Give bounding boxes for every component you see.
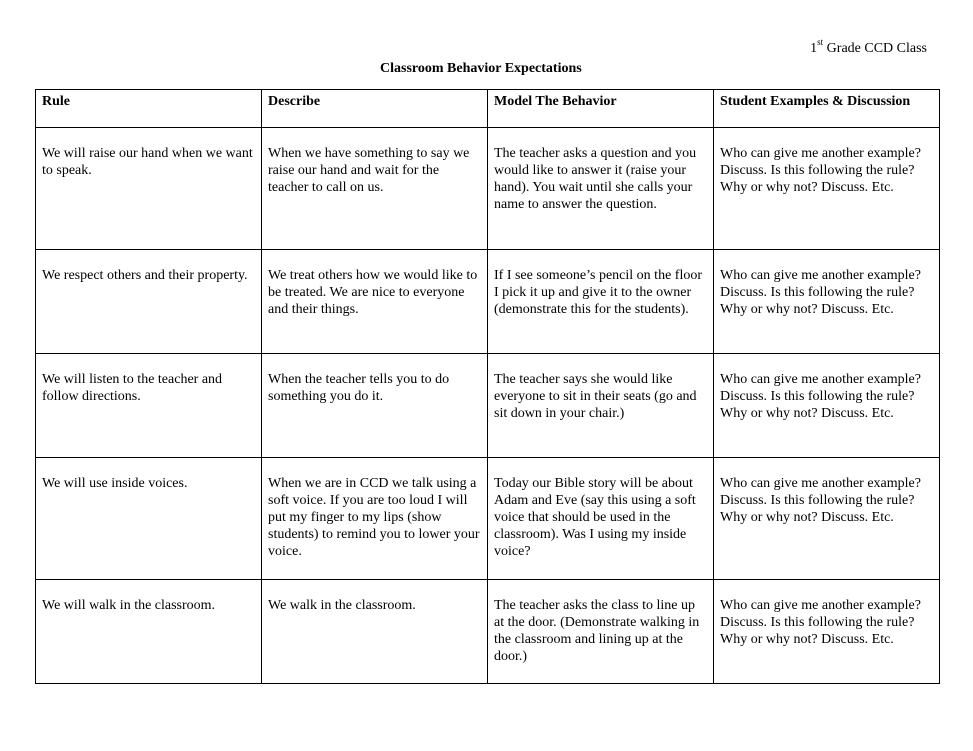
student-examples-cell: Who can give me another example? Discuss. Is this following the rule? Why or why not? Discuss. Etc. <box>714 354 940 458</box>
column-header-rule: Rule <box>36 90 262 128</box>
model-behavior-cell: The teacher asks a question and you would like to answer it (raise your hand). You wait until she calls your name to answer the question. <box>488 128 714 250</box>
rule-cell: We will walk in the classroom. <box>36 580 262 684</box>
student-examples-cell: Who can give me another example? Discuss. Is this following the rule? Why or why not? Discuss. Etc. <box>714 250 940 354</box>
describe-cell: We walk in the classroom. <box>262 580 488 684</box>
rule-cell: We will listen to the teacher and follow directions. <box>36 354 262 458</box>
student-examples-cell: Who can give me another example? Discuss. Is this following the rule? Why or why not? Discuss. Etc. <box>714 128 940 250</box>
header-row <box>36 90 940 128</box>
table-body <box>36 128 940 684</box>
table-row <box>36 354 940 458</box>
model-behavior-cell: The teacher asks the class to line up at the door. (Demonstrate walking in the classroom and lining up at the door.) <box>488 580 714 684</box>
column-header-student-examples: Student Examples & Discussion <box>714 90 940 128</box>
class-grade-suffix: st <box>817 37 824 48</box>
rule-cell: We respect others and their property. <box>36 250 262 354</box>
student-examples-cell: Who can give me another example? Discuss. Is this following the rule? Why or why not? Discuss. Etc. <box>714 458 940 580</box>
table-row <box>36 250 940 354</box>
class-grade-number: 1 <box>810 41 818 56</box>
rule-cell: We will use inside voices. <box>36 458 262 580</box>
describe-cell: When we are in CCD we talk using a soft voice. If you are too loud I will put my finger to my lips (show students) to remind you to lower your voice. <box>262 458 488 580</box>
table-row <box>36 458 940 580</box>
table-header <box>36 90 940 128</box>
table-row <box>36 128 940 250</box>
rule-cell: We will raise our hand when we want to speak. <box>36 128 262 250</box>
behavior-expectations-table <box>35 89 940 684</box>
model-behavior-cell: The teacher says she would like everyone to sit in their seats (go and sit down in your chair.) <box>488 354 714 458</box>
table-row <box>36 580 940 684</box>
model-behavior-cell: If I see someone’s pencil on the floor I pick it up and give it to the owner (demonstrate this for the students). <box>488 250 714 354</box>
page-title: Classroom Behavior Expectations <box>380 61 582 76</box>
class-label <box>810 37 927 58</box>
describe-cell: When the teacher tells you to do something you do it. <box>262 354 488 458</box>
class-name: Grade CCD Class <box>823 41 927 56</box>
describe-cell: When we have something to say we raise our hand and wait for the teacher to call on us. <box>262 128 488 250</box>
column-header-model-behavior: Model The Behavior <box>488 90 714 128</box>
describe-cell: We treat others how we would like to be treated. We are nice to everyone and their things. <box>262 250 488 354</box>
student-examples-cell: Who can give me another example? Discuss. Is this following the rule? Why or why not? Discuss. Etc. <box>714 580 940 684</box>
model-behavior-cell: Today our Bible story will be about Adam and Eve (say this using a soft voice that should be used in the classroom). Was I using my inside voice? <box>488 458 714 580</box>
column-header-describe: Describe <box>262 90 488 128</box>
